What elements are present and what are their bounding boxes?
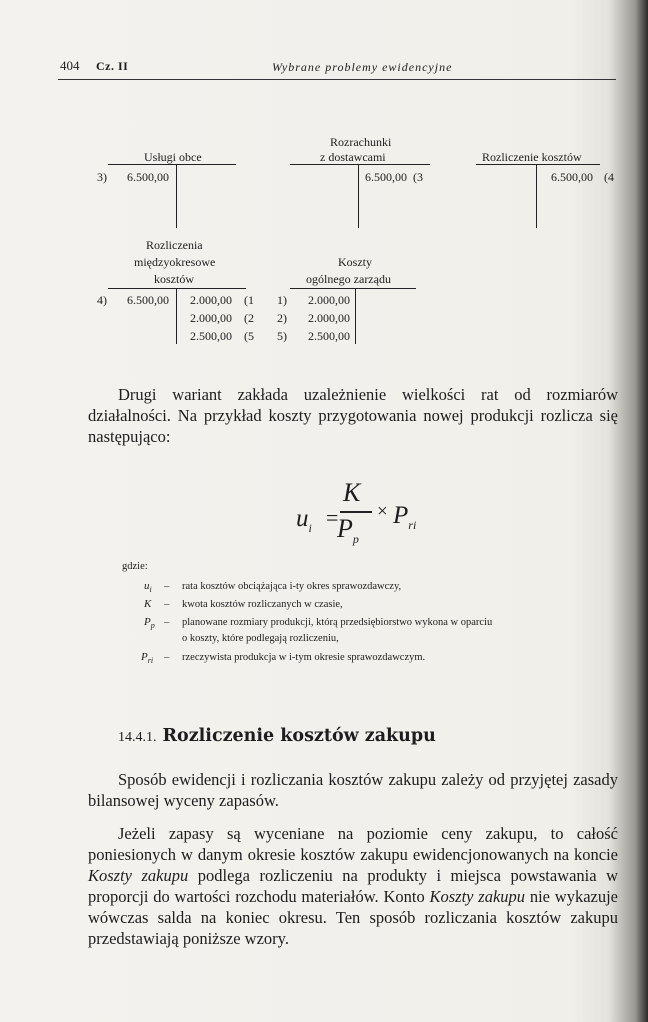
definition-dash: – xyxy=(164,651,170,663)
definition-dash: – xyxy=(164,616,170,628)
definition-text: rata kosztów obciążająca i-ty okres sprawozdawczy, xyxy=(182,581,402,592)
debit-amount: 6.500,00 xyxy=(127,170,169,184)
account-name-italic: Koszty zakupu xyxy=(429,887,526,906)
paragraph-zapasy: Jeżeli zapasy są wyceniane na poziomie ceny zakupu, to całość poniesionych w danym okresie kosztów zakupu ewidencjonowanych na koncie Koszty zakupu podlega rozliczeniu na produkty i miejsca powstawania w proporcji do wartości rozchodu materiałów. Konto Koszty zakupu nie wykazuje wówczas salda na koniec okresu. Ten sposób rozliczania kosztów zakupu przedstawiają poniższe wzory. xyxy=(88,824,619,948)
running-title: Wybrane problemy ewidencyjne xyxy=(272,60,453,74)
formula-denominator: $P_p$ xyxy=(337,514,359,547)
definition-symbol: $P_p$ xyxy=(144,616,155,631)
account-title-line2: ogólnego zarządu xyxy=(306,272,391,286)
paragraph-variant: Drugi wariant zakłada uzależnienie wielkości rat od rozmiarów działalności. Na przykład koszty przygotowania nowej produkcji rozlicza się następująco: xyxy=(88,385,618,446)
debit-amount: 6.500,00 xyxy=(127,293,169,307)
formula-denominator-sub: p xyxy=(352,532,359,547)
credit-amount: 2.000,00 xyxy=(190,311,232,325)
account-title-line1: Rozrachunki xyxy=(330,135,392,149)
credit-amount: 6.500,00 xyxy=(365,170,407,184)
entry-number: 1) xyxy=(277,293,287,307)
page-number: 404 xyxy=(60,58,80,73)
definition-symbol: K xyxy=(144,598,152,610)
formula-times: × xyxy=(377,501,388,522)
t-account-top-rule xyxy=(290,288,416,289)
entry-number: 5) xyxy=(277,329,287,343)
account-name-italic: Koszty zakupu xyxy=(88,866,189,885)
t-account-center-rule xyxy=(536,164,537,228)
definitions-intro: gdzie: xyxy=(122,561,148,572)
section-number: 14.4.1. xyxy=(118,730,157,745)
paragraph-zasada: Sposób ewidencji i rozliczania kosztów zakupu zależy od przyjętej zasady bilansowej wyceny zapasów. xyxy=(88,770,618,810)
debit-amount: 2.500,00 xyxy=(308,329,350,343)
debit-amount: 2.000,00 xyxy=(308,311,350,325)
t-account-top-rule xyxy=(108,164,236,165)
credit-amount: 6.500,00 xyxy=(551,170,593,184)
entry-number: 2) xyxy=(277,311,287,325)
account-title-line2: z dostawcami xyxy=(320,150,386,164)
formula-lhs: $u_i$ xyxy=(296,505,312,535)
header-rule xyxy=(58,79,616,80)
entry-number: (5 xyxy=(244,329,254,343)
t-account-center-rule xyxy=(355,288,356,344)
section-heading xyxy=(118,725,436,746)
t-account-center-rule xyxy=(358,164,359,228)
definition-dash: – xyxy=(164,598,170,610)
formula-lhs-sub: i xyxy=(308,521,312,535)
definition-text: kwota kosztów rozliczanych w czasie, xyxy=(182,599,343,610)
entry-number: 4) xyxy=(97,293,107,307)
account-title-line3: kosztów xyxy=(154,272,194,286)
t-account-top-rule xyxy=(476,164,600,165)
t-account-top-rule xyxy=(290,164,430,165)
formula-factor: $P_{ri}$ xyxy=(393,502,417,532)
part-label: Cz. II xyxy=(96,59,129,73)
entry-number: (3 xyxy=(413,170,423,184)
t-account-top-rule xyxy=(108,288,246,289)
definition-text: rzeczywista produkcja w i-tym okresie sprawozdawczym. xyxy=(182,652,426,663)
account-title-line1: Koszty xyxy=(338,255,372,269)
account-title: Rozliczenie kosztów xyxy=(482,150,582,164)
entry-number: (4 xyxy=(604,170,614,184)
definition-symbol: $P_{ri}$ xyxy=(141,651,154,666)
definition-symbol: $u_i$ xyxy=(144,580,152,595)
debit-amount: 2.000,00 xyxy=(308,293,350,307)
definition-text: planowane rozmiary produkcji, którą przedsiębiorstwo wykona w oparciu xyxy=(182,617,493,628)
formula-numerator: K xyxy=(343,478,361,507)
definition-text-continued: o koszty, które podlegają rozliczeniu, xyxy=(182,633,339,644)
credit-amount: 2.500,00 xyxy=(190,329,232,343)
entry-number: (1 xyxy=(244,293,254,307)
section-title: Rozliczenie kosztów zakupu xyxy=(162,726,436,746)
formula-factor-sub: ri xyxy=(408,518,417,532)
t-account-center-rule xyxy=(176,288,177,344)
account-title-line1: Rozliczenia xyxy=(146,238,203,252)
entry-number: (2 xyxy=(244,311,254,325)
definition-dash: – xyxy=(164,580,170,592)
fraction-bar xyxy=(340,511,372,513)
credit-amount: 2.000,00 xyxy=(190,293,232,307)
entry-number: 3) xyxy=(97,170,107,184)
t-account-center-rule xyxy=(176,164,177,228)
account-title: Usługi obce xyxy=(144,150,202,164)
formula-equals: = xyxy=(326,505,339,530)
account-title-line2: międzyokresowe xyxy=(134,255,216,269)
